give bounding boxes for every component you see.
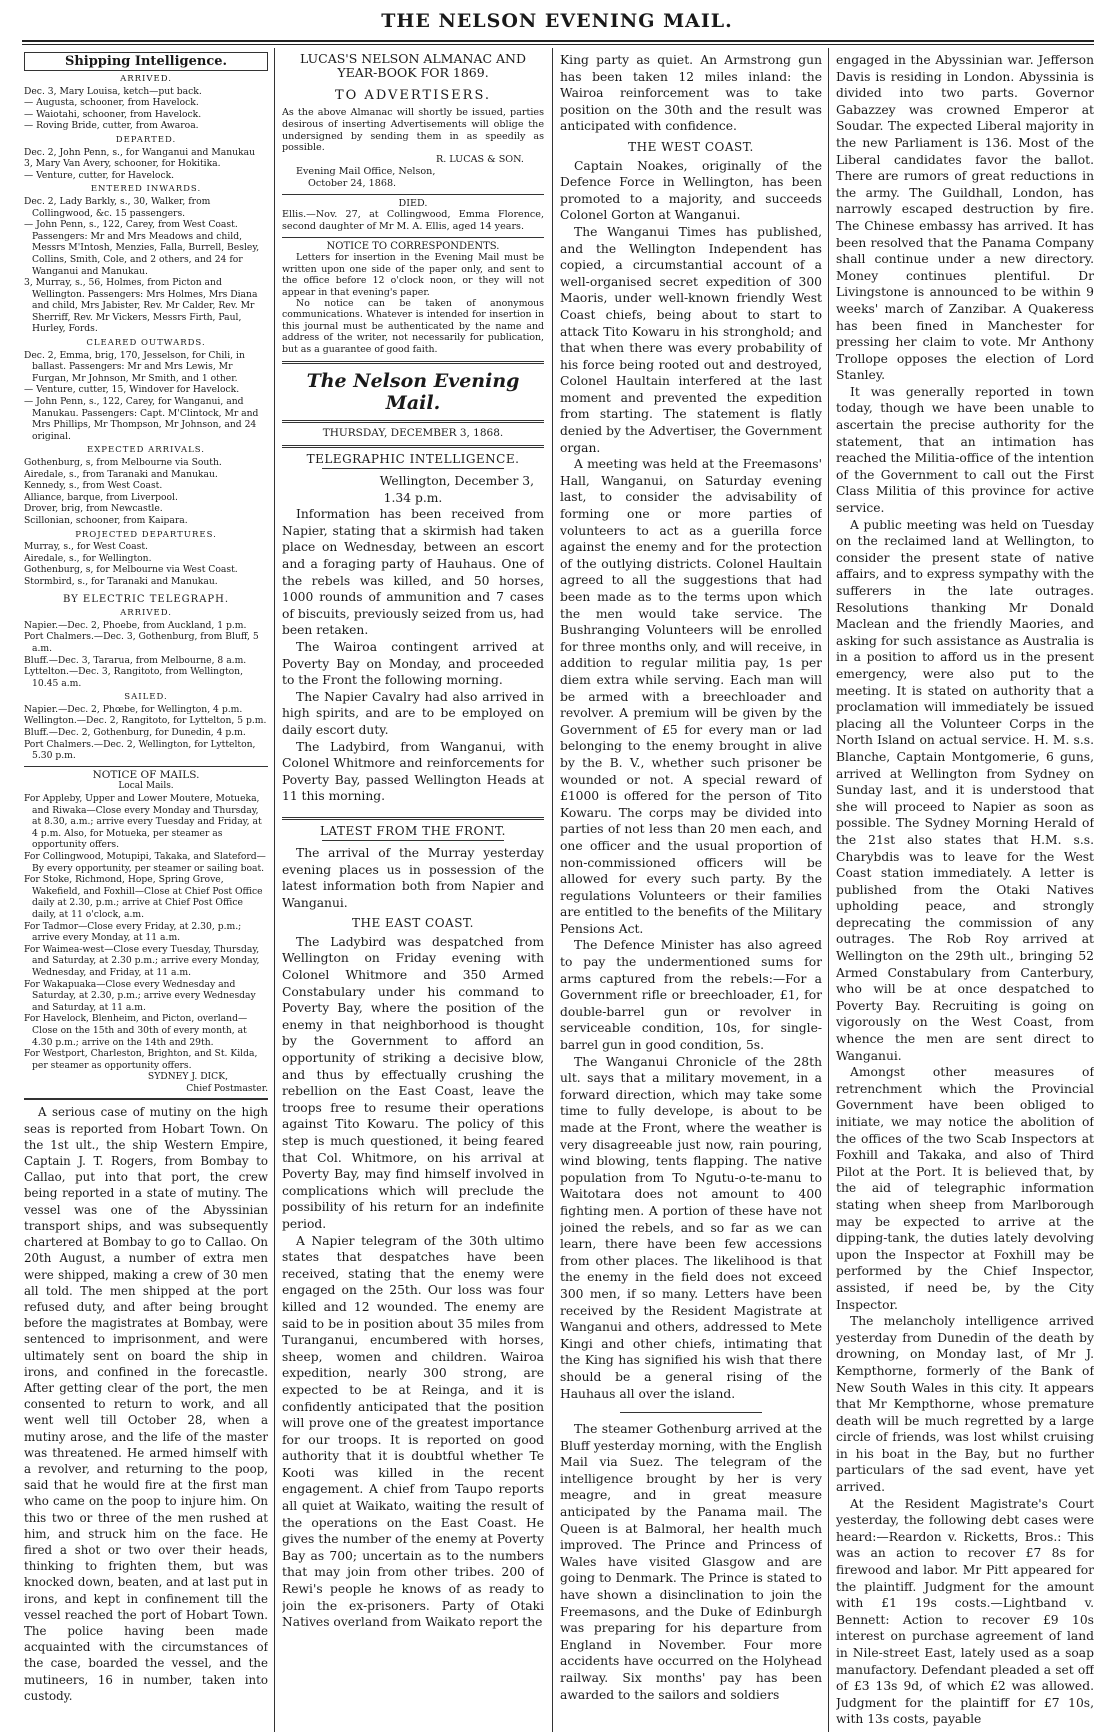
list-item: For Westport, Charleston, Brighton, and St. Kilda, per steamer as opportunity offers. [24,1048,258,1071]
east-coast-heading: THE EAST COAST. [352,916,474,931]
list-item: — Waiotahi, schooner, from Havelock. [24,108,202,120]
telegraphic-place: Wellington, December 3, [379,474,534,489]
list-item: Wellington.—Dec. 2, Rangitoto, for Lyttelton, 5 p.m. [24,715,267,727]
list-item: Scillonian, schooner, from Kaipara. [24,514,188,526]
list-item: Dec. 2, Lady Barkly, s., 30, Walker, from Collingwood, &c. 15 passengers. [24,195,211,219]
list-item: 3, Mary Van Avery, schooner, for Hokitika. [24,158,221,170]
list-item: Napier.—Dec. 2, Phoebe, from Auckland, 1 p.m. [24,619,247,631]
list-item: — Venture, cutter, for Havelock. [24,169,175,181]
almanac-notice: As the above Almanac will shortly be issued, parties desirous of inserting Advertisements will oblige the undersigned by sending them in as speedily as possible. [282,107,544,154]
died-title: DIED. [398,197,428,209]
list-item: Airedale, s., from Taranaki and Manukau. [24,468,218,480]
paragraph: The arrival of the Murray yesterday evening places us in possession of the latest information both from Napier and Wanganui. [282,845,544,910]
paragraph: Captain Noakes, originally of the Defence Force in Wellington, has been promoted to a majority, and succeeds Colonel Gorton at Wanganui. [560,158,822,223]
masthead-title: THE NELSON EVENING MAIL. [381,10,733,32]
section-heading: PROJECTED DEPARTURES. [75,529,217,540]
list-item: Port Chalmers.—Dec. 3, Gothenburg, from Bluff, 5 a.m. [24,631,259,654]
list-item: For Appleby, Upper and Lower Moutere, Motueka, and Riwaka—Close every Monday and Thursday, at 8.30, a.m.; arrive every Tuesday and Friday, at 4 p.m. Also, for Motueka, per steamer as opportunity offers. [24,793,262,851]
paragraph: It was generally reported in town today, though we have been unable to ascertain the precise authority for the statement, that an intimation has reached the Militia-office of the intention of the Government to call out the First Class Militia of this province for active service. [836,384,1094,516]
list-item: Gothenburg, s, from Melbourne via South. [24,457,222,468]
column-3 [560,52,822,1728]
section-heading: SAILED. [124,692,168,703]
column-4 [836,52,1094,1728]
list-item: For Wakapuaka—Close every Wednesday and Saturday, at 2.30, p.m.; arrive every Wednesday and Saturday, at 11 a.m. [24,978,256,1013]
list-item: Kennedy, s., from West Coast. [24,480,163,492]
column-divider [274,48,275,1732]
correspondents-text: No notice can be taken of anonymous communications. Whatever is intended for insertion in this journal must be authenticated by the name and address of the writer, not necessarily for publication, but as a guarantee of good faith. [282,298,544,355]
paragraph: The Wairoa contingent arrived at Poverty Bay on Monday, and proceeded to the Front the following morning. [282,639,544,688]
column-1 [24,52,268,1728]
paragraph: A Napier telegram of the 30th ultimo states that despatches have been received, stating that the enemy were engaged on the 25th. Our loss was four killed and 12 wounded. The enemy are said to be in position about 35 miles from Turanganui, encumbered with horses, sheep, women and children. Wairoa expedition, nearly 300 strong, are expected to be at Reinga, and it is confidently anticipated that the position will prove one of the greatest importance for our troops. It is reported on good authority that it is doubtful whether Te Kooti was killed in the recent engagement. A chief from Taupo reports all quiet at Waikato, waiting the result of the operations on the East Coast. He gives the number of the enemy at Poverty Bay as 700; uncertain as to the numbers that may join from other tribes. 200 of Rewi's people he knows of as ready to join the ex-prisoners. Party of Otaki Natives overland from Waikato report the [282,1233,544,1630]
section-heading: ARRIVED. [120,74,172,84]
list-item: Murray, s., for West Coast. [24,541,148,553]
paper-nameplate: The Nelson Evening Mail. [306,370,520,415]
list-item: For Stoke, Richmond, Hope, Spring Grove, Wakefield, and Foxhill—Close at Chief Post Office daily at 2.30, p.m.; arrive at Chief Post Office daily, at 11 o'clock, a.m. [24,874,263,920]
section-heading: ENTERED INWARDS. [90,184,202,195]
column-divider [828,48,829,1732]
list-item: — John Penn, s., 122, Carey, for Wanganui, and Manukau. Passengers: Capt. M'Clintock, Mr and Mrs Phillips, Mr Thompson, Mr Johnson, and 24 original. [24,396,259,442]
paragraph: At the Resident Magistrate's Court yesterday, the following debt cases were heard:—Reardon v. Ricketts, Bros.: This was an action to recover £7 8s for firewood and labor. Mr Pitt appeared for the plaintiff. Judgment for the amount with £1 19s costs.—Lightband v. Bennett: Action to recover £9 10s interest on purchase agreement of land in Nile-street East, lately used as a soap manufactory. Defendant pleaded a set off of £3 13s 9d, of which £2 was allowed. Judgment for the plaintiff for £7 10s, with 13s costs, payable [836,1496,1094,1727]
almanac-office: Evening Mail Office, Nelson, [296,165,436,177]
list-item: For Havelock, Blenheim, and Picton, overland—Close on the 15th and 30th of every month, at 4.30 p.m.; arrive on the 14th and 29th. [24,1013,248,1048]
column-divider [552,48,553,1732]
paragraph: The Wanganui Chronicle of the 28th ult. says that a military movement, in a forward direction, which may take some time to fully develope, is about to be made at the Front, where the weather is very disagreeable just now, rain pouring, wind blowing, tents flapping. The native population from To Ngutu-o-te-manu to Waitotara does not amount to 400 fighting men. A portion of these have not joined the rebels, and so far as we can learn, there have been few accessions from other places. The likelihood is that the enemy in the field does not exceed 300 men, if so many. Letters have been received by the Resident Magistrate at Wanganui and others, addressed to Mete Kingi and other chiefs, intimating that the King has signified his wish that there should be a general rising of the Hauhaus all over the island. [560,1054,822,1401]
section-heading: EXPECTED ARRIVALS. [87,445,205,456]
list-item: For Collingwood, Motupipi, Takaka, and Slateford—By every opportunity, per steamer or sailing boat. [24,851,266,874]
column-2 [282,52,544,1728]
section-heading: CLEARED OUTWARDS. [86,338,206,349]
paragraph: The Ladybird, from Wanganui, with Colonel Whitmore and reinforcements for Poverty Bay, passed Wellington Heads at 11 this morning. [282,739,544,804]
paper-date: THURSDAY, DECEMBER 3, 1868. [322,427,504,440]
paragraph: The Ladybird was despatched from Wellington on Friday evening with Colonel Whitmore and 350 Armed Constabulary under his command to Poverty Bay, where the position of the enemy in that neighborhood is thought by the Government to afford an opportunity of striking a decisive blow, and thus by effectually crushing the rebellion on the East Coast, leave the troops free to resume their operations against Tito Kowaru. The policy of this step is much questioned, it being feared that Col. Whitmore, on his arrival at Poverty Bay, may find himself involved in complications which will preclude the possibility of his return for an indefinite period. [282,934,544,1231]
list-item: Airedale, s., for Wellington. [24,552,152,564]
list-item: Gothenburg, s, for Melbourne via West Coast. [24,564,238,576]
telegraphic-time: 1.34 p.m. [383,490,443,505]
paragraph: A public meeting was held on Tuesday on the reclaimed land at Wellington, to consider the present state of native affairs, and to express sympathy with the sufferers in the late outrages. Resolutions thanking Mr Donald Maclean and the friendly Maories, and asking for such assistance as Australia is in a position to afford us in the present emergency, were also put to the meeting. It is stated on authority that a proclamation will immediately be issued placing all the Volunteer Corps in the North Island on actual service. H. M. s.s. Blanche, Captain Montgomerie, 6 guns, arrived at Wellington from Sydney on Sunday last, and it is understood that she will proceed to Napier as soon as possible. The Sydney Morning Herald of the 21st also states that H.M. s.s. Charybdis was to leave for the West Coast station immediately. A letter is published from the Otaki Natives upholding peace, and strongly deprecating the commission of any outrages. The Rob Roy arrived at Wellington on the 29th ult., bringing 52 Armed Constabulary from Canterbury, who will be at once despatched to Poverty Bay. Recruiting is going on vigorously on the West Coast, from whence the men are sent direct to Wanganui. [836,517,1094,1063]
paragraph: Amongst other measures of retrenchment which the Provincial Government have been obliged to initiate, we may notice the abolition of the offices of the two Scab Inspectors at Foxhill and Takaka, and also of Third Pilot at the Port. It is believed that, by the aid of telegraphic information stating when sheep from Marlborough may be expected to arrive at the dipping-tank, the duties lately devolving upon the Inspector at Foxhill may be performed by the Chief Inspector, assisted, if need be, by the City Inspector. [836,1065,1094,1312]
paragraph: King party as quiet. An Armstrong gun has been taken 12 miles inland: the Wairoa reinforcement was to take position on the 30th and the result was anticipated with confidence. [560,53,822,134]
list-item: Stormbird, s., for Taranaki and Manukau. [24,575,218,587]
mails-signature-title: Chief Postmaster. [186,1082,268,1094]
mails-notice [24,766,268,1095]
section-heading: BY ELECTRIC TELEGRAPH. [62,593,230,605]
paragraph: The melancholy intelligence arrived yesterday from Dunedin of the death by drowning, on Monday last, of Mr J. Kempthorne, formerly of the Bank of New South Wales in this city. It appears that Mr Kempthorne, whose premature death will be much regretted by a large circle of friends, was lost whilst cruising in his boat in the Bay, but no further particulars of the sad event, have yet arrived. [836,1314,1094,1495]
almanac-signature: R. LUCAS & SON. [435,154,524,166]
list-item: 3, Murray, s., 56, Holmes, from Picton and Wellington. Passengers: Mrs Holmes, Mrs Diana and child, Mrs Jabister, Rev. Mr Calder, Rev. Mr Sherriff, Rev. Mr Vickers, Messrs Firth, Paul, Hurley, Fords. [24,277,258,335]
list-item: For Waimea-west—Close every Tuesday, Thursday, and Saturday, at 2.30 p.m.; arrive every Monday, Wednesday, and Friday, at 11 a.m. [24,943,260,978]
paragraph: Information has been received from Napier, stating that a skirmish had taken place on Wednesday, between an escort and a foraging party of Hauhaus. One of the rebels was killed, and 50 horses, 1000 rounds of ammunition and 7 cases of biscuits, previously seized from us, had been retaken. [282,507,544,638]
section-heading: DEPARTED. [115,134,177,145]
west-coast-heading: THE WEST COAST. [628,139,754,154]
list-item: — Roving Bride, cutter, from Awaroa. [24,120,199,132]
correspondents-title: NOTICE TO CORRESPONDENTS. [326,240,500,252]
died-text: Ellis.—Nov. 27, at Collingwood, Emma Florence, second daughter of Mr M. A. Ellis, aged 14 years. [282,209,544,233]
mutiny-article: A serious case of mutiny on the high seas is reported from Hobart Town. On the 1st ult., the ship Western Empire, Captain J. T. Rogers, from Bombay to Callao, put into that port, the crew being reported in a state of mutiny. The vessel was one of the Abyssinian transport ships, and was subsequently chartered at Bombay to go to Callao. On 20th August, a number of extra men were shipped, making a crew of 30 men all told. The men shipped at the port refused duty, and after being brought before the magistrates at Bombay, were sentenced to imprisonment, and were ultimately sent on board the ship in irons, and confined in the forecastle. After getting clear of the port, the men consented to return to work, and all went well till October 28, when a mutiny arose, and the life of the master was threatened. He armed himself with a revolver, and returning to the poop, said that he would fire at the first man who came on the poop to injure him. On this two or three of the men rushed at him, and struck him on the face. He fired a shot or two over their heads, thinking to frighten them, but was knocked down, beaten, and at last put in irons, and kept in confinement till the vessel reached the port of Hobart Town. The police having been made acquainted with the circumstances of the case, boarded the vessel, and the mutineers, 16 in number, taken into custody. [24,1105,268,1703]
mails-signature: SYDNEY J. DICK, [147,1071,228,1083]
masthead-rule [22,40,1094,42]
paragraph: The Wanganui Times has published, and the Wellington Independent has copied, a circumstantial account of a well-organised secret expedition of 300 Maoris, under well-known friendly West Coast chiefs, being about to start to attack Tito Kowaru in his stronghold; and that when there was every probability of his force being rooted out and destroyed, Colonel Haultain interfered at the last moment and prevented the expedition from starting. The statement is flatly denied by the Advertiser, the Government organ. [560,224,822,455]
section-heading: ARRIVED. [120,608,172,619]
list-item: Dec. 2, Emma, brig, 170, Jesselson, for Chili, in ballast. Passengers: Mr and Mrs Lewis, Mr Furgan, Mr Johnson, Mr Smith, and 1 other. [24,349,245,384]
list-item: Drover, brig, from Newcastle. [24,503,163,515]
list-item: — John Penn, s., 122, Carey, from West Coast. Passengers: Mr and Mrs Meadows and child, Messrs M'Intosh, Menzies, Falla, Burrell, Besley, Collins, Smith, Cole, and 2 others, and 24 for Wanganui and Manukau. [24,219,260,277]
almanac-date: October 24, 1868. [308,177,397,189]
shipping-title: Shipping Intelligence. [24,52,268,71]
list-item: Napier.—Dec. 2, Phœbe, for Wellington, 4 p.m. [24,703,243,715]
paragraph: The Napier Cavalry had also arrived in high spirits, and are to be employed on daily escort duty. [282,689,544,737]
list-item: — Venture, cutter, 15, Windover for Havelock. [24,384,240,396]
masthead-rule-thin [22,44,1094,45]
mails-title: NOTICE OF MAILS. [92,768,200,781]
paragraph: The steamer Gothenburg arrived at the Bluff yesterday morning, with the English Mail via Suez. The telegram of the intelligence brought by her is very meagre, and in great measure anticipated by the Panama mail. The Queen is at Balmoral, her health much improved. The Prince and Princess of Wales have visited Glasgow and are going to Denmark. The Prince is stated to have shown a disinclination to join the Freemasons, and the Duke of Edinburgh was preparing for his departure from England in November. Four more accidents have occurred on the Holyhead railway. Six months' pay has been awarded to the sailors and soldiers [560,1422,822,1702]
paragraph: engaged in the Abyssinian war. Jefferson Davis is residing in London. Abyssinia is divided into two parts. Governor Gabazzey was crowned Emperor at Soudar. The expected Liberal majority in the new Parliament is 136. Most of the Liberal candidates favor the ballot. There are rumors of great reductions in the army. The Guildhall, London, has narrowly escaped destruction by fire. The Chinese embassy has arrived. It has been resolved that the Panama Company shall continue under a new directory. Money continues plentiful. Dr Livingstone is announced to be within 9 weeks' march of Zanzibar. A Quakeress has been fined in Manchester for pressing her claim to vote. Mr Anthony Trollope opposes the election of Lord Stanley. [836,53,1094,383]
died-notice [282,194,544,233]
advertisers-heading: TO ADVERTISERS. [334,88,492,103]
list-item: Alliance, barque, from Liverpool. [24,491,178,503]
telegraphic-title: TELEGRAPHIC INTELLIGENCE. [306,452,520,467]
list-item: Dec. 2, John Penn, s., for Wanganui and Manukau [24,146,256,158]
list-item: Lyttelton.—Dec. 3, Rangitoto, from Wellington, 10.45 a.m. [24,666,244,689]
list-item: Bluff.—Dec. 3, Tararua, from Melbourne, 8 a.m. [24,654,247,666]
list-item: Dec. 3, Mary Louisa, ketch—put back. [24,85,202,97]
list-item: For Tadmor—Close every Friday, at 2.30, p.m.; arrive every Monday, at 11 a.m. [24,920,242,944]
masthead [0,0,1114,42]
paragraph: A meeting was held at the Freemasons' Hall, Wanganui, on Saturday evening last, to consider the advisability of forming one or more parties of volunteers to act as a guerilla force against the enemy and for the protection of the outlying districts. Colonel Haultain agreed to all the suggestions that had been made as to the terms upon which the men would take service. The Bushranging Volunteers will be enrolled for three months only, and will receive, in addition to regular militia pay, 1s per diem extra while serving. Each man will be armed with a breechloader and revolver. A premium will be given by the Government of £5 for every man or lad belonging to the enemy brought in alive by the B. V., whether such prisoner be wounded or not. A special reward of £1000 is offered for the person of Tito Kowaru. The corps may be divided into parties of not less than 20 men each, and one officer and the usual proportion of non-commissioned officers will be allowed for every such party. By the regulations Volunteers or their families are entitled to the benefits of the Military Pensions Act. [560,457,822,936]
mails-subtitle: Local Mails. [118,781,174,792]
list-item: Port Chalmers.—Dec. 2, Wellington, for Lyttelton, 5.30 p.m. [24,738,256,762]
correspondents-text: Letters for insertion in the Evening Mail must be written upon one side of the paper only, and sent to the office before 12 o'clock noon, or they will not appear in that evening's paper. [282,252,544,298]
almanac-title: LUCAS'S NELSON ALMANAC AND YEAR-BOOK FOR 1869. [299,52,526,80]
front-title: LATEST FROM THE FRONT. [320,823,506,838]
paragraph: The Defence Minister has also agreed to pay the undermentioned sums for arms captured from the rebels:—For a Government rifle or breechloader, £1, for double-barrel gun or revolver in serviceable condition, 10s, for single-barrel gun in good condition, 5s. [560,938,822,1053]
list-item: — Augusta, schooner, from Havelock. [24,97,199,109]
list-item: Bluff.—Dec. 2, Gothenburg, for Dunedin, 4 p.m. [24,727,246,739]
correspondents-notice [282,237,544,355]
